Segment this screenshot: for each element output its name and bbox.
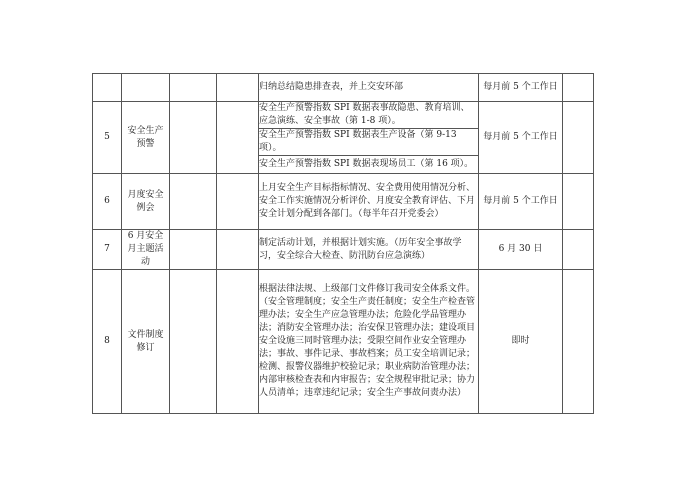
- row-item: 6 月安全 月主题活 动: [122, 230, 170, 270]
- row-number: 7: [93, 230, 122, 270]
- table-row: [93, 102, 594, 129]
- row-content: 安全生产预警指数 SPI 数据表现场员工（第 16 项）。: [259, 156, 479, 174]
- row-item: 安全生产 预警: [122, 102, 170, 174]
- table-row: [93, 74, 594, 102]
- blank-cell: [170, 102, 217, 174]
- blank-cell: [563, 74, 594, 102]
- blank-cell: [170, 174, 217, 230]
- row-deadline: 每月前 5 个工作日: [479, 102, 563, 174]
- row-item: [122, 74, 170, 102]
- row-item: 月度安全 例会: [122, 174, 170, 230]
- blank-cell: [217, 74, 259, 102]
- blank-cell: [217, 174, 259, 230]
- blank-cell: [563, 174, 594, 230]
- schedule-table: [92, 73, 594, 414]
- row-item: 文件制度 修订: [122, 270, 170, 414]
- blank-cell: [217, 230, 259, 270]
- row-content: 根据法律法规、上级部门文件修订我司安全体系文件。 （安全管理制度；安全生产责任制度；安全生产检查管理办法；安全生产应急管理办法；危险化学品管理办法；消防安全管理办法；治安保卫管理办法；建设项目安全设施三同时管理办法；受限空间作业安全管理办法；事故、事件记录、事故档案；员工安全培训记录；检测、报警仪器维护校验记录；职业病防治管理办法；内部审核检查表和内审报告；安全规程审批记录；协力人员清单；违章违纪记录；安全生产事故问责办法）: [259, 270, 479, 414]
- blank-cell: [563, 102, 594, 174]
- table-row: [93, 270, 594, 414]
- row-deadline: 6 月 30 日: [479, 230, 563, 270]
- row-content: 上月安全生产目标指标情况、安全费用使用情况分析、安全工作实施情况分析评价、月度安全教育评估、下月安全计划分配到各部门。（每半年召开党委会）: [259, 174, 479, 230]
- row-number: 5: [93, 102, 122, 174]
- row-number: 6: [93, 174, 122, 230]
- blank-cell: [217, 270, 259, 414]
- blank-cell: [170, 270, 217, 414]
- table-row: [93, 230, 594, 270]
- row-deadline: 即时: [479, 270, 563, 414]
- table-row: [93, 174, 594, 230]
- row-deadline: 每月前 5 个工作日: [479, 174, 563, 230]
- row-number: [93, 74, 122, 102]
- row-content: 归纳总结隐患排查表，并上交安环部: [259, 74, 479, 102]
- row-content: 制定活动计划，并根据计划实施。（历年安全事故学习，安全综合大检查、防汛防台应急演练）: [259, 230, 479, 270]
- blank-cell: [170, 74, 217, 102]
- row-number: 8: [93, 270, 122, 414]
- blank-cell: [170, 230, 217, 270]
- blank-cell: [563, 270, 594, 414]
- row-deadline: 每月前 5 个工作日: [479, 74, 563, 102]
- row-content: 安全生产预警指数 SPI 数据表事故隐患、教育培训、应急演练、安全事故（第 1-8 项）。: [259, 102, 479, 129]
- row-content: 安全生产预警指数 SPI 数据表生产设备（第 9-13 项）。: [259, 129, 479, 156]
- blank-cell: [563, 230, 594, 270]
- blank-cell: [217, 102, 259, 174]
